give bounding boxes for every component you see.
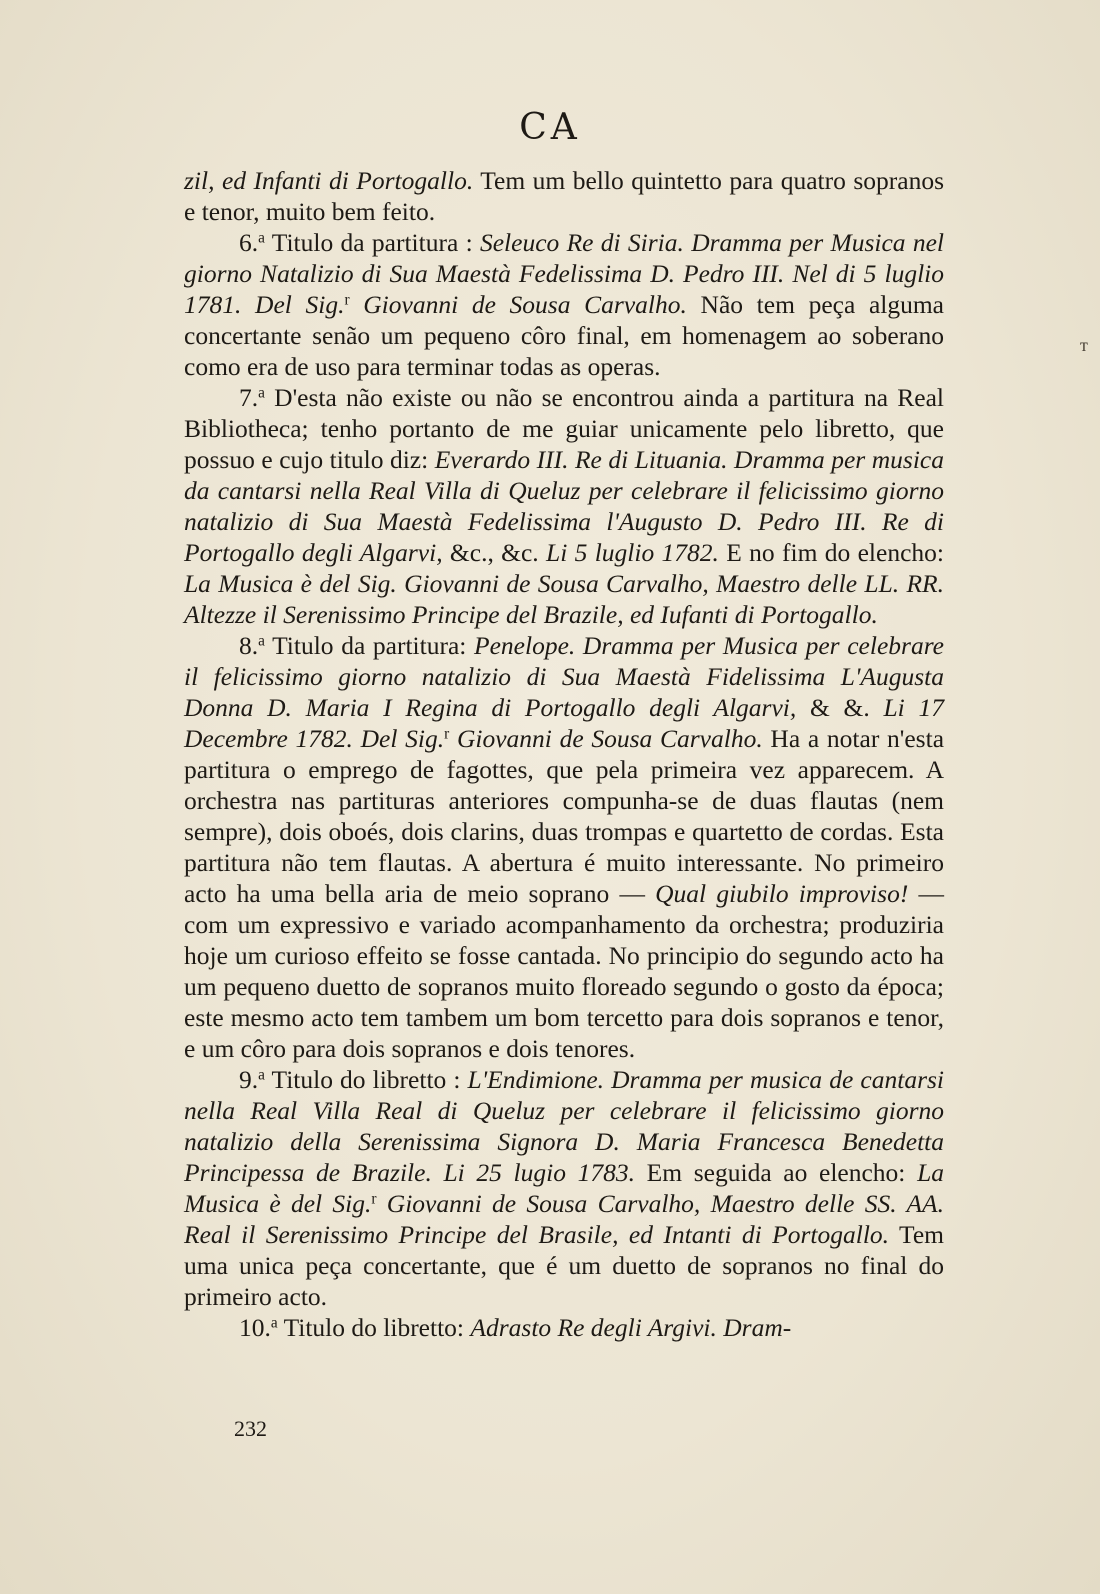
ordinal-superscript: a [258, 384, 265, 402]
italic-text: zil, ed Infanti di Portogallo. [184, 166, 474, 195]
italic-text: La Musica è del Sig. [184, 1158, 944, 1218]
italic-text: Giovanni de Sousa Carvalho. [449, 724, 763, 753]
paragraph-p8 [184, 630, 944, 1064]
italic-text: Li 5 luglio 1782. [546, 538, 719, 567]
roman-text: &c., &c. [442, 538, 547, 567]
roman-text: Titulo da partitura : [264, 228, 480, 257]
paragraph-p9 [184, 1064, 944, 1312]
paragraph-p6 [184, 227, 944, 382]
italic-text: Seleuco Re di Siria. Dramma per Musica nel giorno Natalizio di Sua Maestà Fedelissima D. Pedro III. Nel di 5 luglio 1781. Del Sig. [184, 228, 944, 319]
paragraph-p0 [184, 165, 944, 227]
italic-text: Penelope. Dramma per Musica per celebrare il felicissimo giorno natalizio di Sua Maestà Fidelissima L'Augusta Donna D. Maria I Regina di Portogallo degli Algarvi, [184, 631, 944, 722]
ordinal-superscript: a [258, 632, 265, 650]
running-head: CA [519, 107, 581, 148]
roman-text: 6. [239, 228, 259, 257]
page-number: 232 [234, 1416, 267, 1441]
roman-text: Não tem peça alguma concertante senão um pequeno côro final, em homenagem ao soberano como era de uso para terminar todas as operas. [184, 290, 944, 381]
italic-text: Qual giubilo improviso! [655, 879, 909, 908]
margin-mark: ᴛ [1080, 335, 1088, 355]
italic-text: Li 17 Decembre 1782. Del Sig. [184, 693, 944, 753]
roman-text: 8. [239, 631, 259, 660]
ordinal-superscript: r [344, 291, 350, 309]
roman-text: 9. [239, 1065, 259, 1094]
italic-text: La Musica è del Sig. Giovanni de Sousa Carvalho, Maestro delle LL. RR. Altezze il Serenissimo Principe del Brazile, ed Iufanti di Portogallo. [184, 569, 944, 629]
body-text [184, 165, 944, 1343]
roman-text: 10. [239, 1313, 271, 1342]
roman-text: D'esta não existe ou não se encontrou ainda a partitura na Real Bibliotheca; tenho portanto de me guiar unicamente pelo libretto, que possuo e cujo titulo diz: [184, 383, 944, 474]
paragraph-p7 [184, 382, 944, 630]
roman-text: Titulo do libretto : [264, 1065, 468, 1094]
roman-text: E no fim do elencho: [718, 538, 944, 567]
roman-text: Em seguida ao elencho: [635, 1158, 918, 1187]
ordinal-superscript: a [270, 1314, 278, 1332]
roman-text: & &. [796, 693, 884, 722]
paragraph-p10 [184, 1312, 944, 1343]
italic-text: L'Endimione. Dramma per musica de cantarsi nella Real Villa Real di Queluz per celebrare il felicissimo giorno natalizio della Serenissima Signora D. Maria Francesca Benedetta Principessa de Brazile. Li 25 lugio 1783. [184, 1065, 944, 1187]
roman-text: — com um expressivo e variado acompanhamento da orchestra; produziria hoje um curioso effeito se fosse cantada. No principio do segundo acto ha um pequeno duetto de sopranos muito floreado segundo o gosto da época; este mesmo acto tem tambem um bom tercetto para dois sopranos e tenor, e um côro para dois sopranos e dois tenores. [184, 879, 944, 1063]
ordinal-superscript: a [258, 1066, 265, 1084]
roman-text: Tem um bello quintetto para quatro sopranos e tenor, muito bem feito. [184, 166, 945, 226]
roman-text: 7. [239, 383, 259, 412]
roman-text: Titulo da partitura: [264, 631, 475, 660]
ordinal-superscript: a [258, 229, 265, 247]
ordinal-superscript: r [371, 1190, 377, 1208]
italic-text: Adrasto Re degli Argivi. Dram- [470, 1313, 792, 1342]
italic-text: Everardo III. Re di Lituania. Dramma per musica da cantarsi nella Real Villa di Queluz per celebrare il felicissimo giorno natalizio di Sua Maestà Fedelissima l'Augusto D. Pedro III. Re di Portogallo degli Algarvi, [184, 445, 944, 567]
roman-text: Tem uma unica peça concertante, que é um duetto de sopranos no final do primeiro acto. [184, 1220, 944, 1311]
ordinal-superscript: r [444, 725, 450, 743]
roman-text: Ha a notar n'esta partitura o emprego de fagottes, que pela primeira vez apparecem. A orchestra nas partituras anteriores compunha-se de duas flautas (nem sempre), dois oboés, dois clarins, duas trompas e quartetto de cordas. Esta partitura não tem flautas. A abertura é muito interessante. No primeiro acto ha uma bella aria de meio soprano — [184, 724, 945, 908]
italic-text: Giovanni de Sousa Carvalho. [349, 290, 687, 319]
italic-text: Giovanni de Sousa Carvalho, Maestro delle SS. AA. Real il Serenissimo Principe del Brasile, ed Intanti di Portogallo. [184, 1189, 944, 1249]
roman-text: Titulo do libretto: [277, 1313, 471, 1342]
